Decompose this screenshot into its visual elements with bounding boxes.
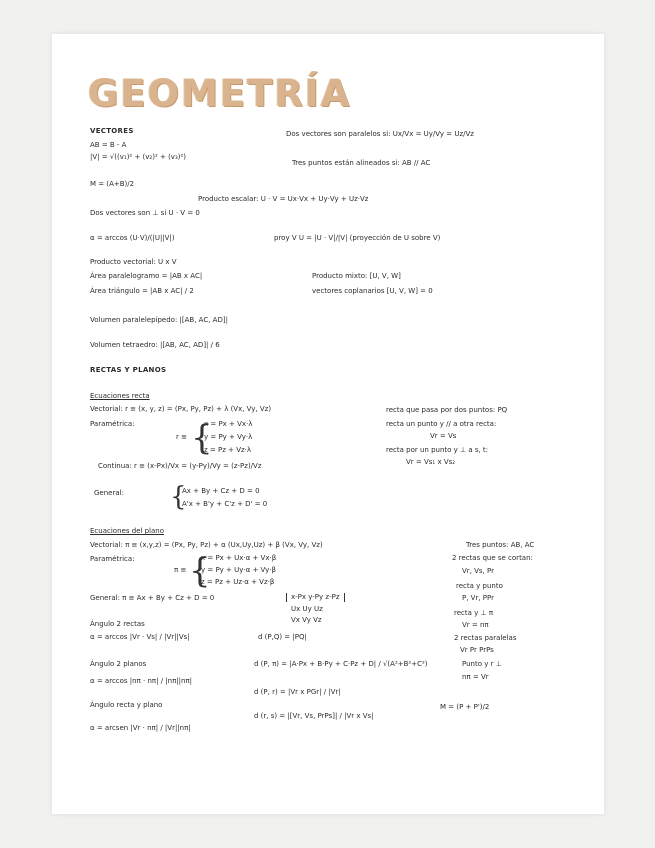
- distance-two-lines: d (r, s) = |[Vr, Vs, PrPs]| / |Vr x Vs|: [254, 712, 374, 720]
- vector-modulus: |V| = √((v₁)² + (v₂)² + (v₃)²): [90, 153, 187, 161]
- line-parametric-label: Paramétrica:: [90, 420, 135, 428]
- plane-det-row-2: Ux Uy Uz: [291, 605, 323, 613]
- angle-line-plane-heading: Ángulo recta y plano: [90, 701, 163, 709]
- angle-two-planes-formula: α = arccos |nπ · nπ| / |nπ||nπ|: [90, 677, 193, 685]
- three-points: Tres puntos: AB, AC: [466, 541, 535, 549]
- distance-two-points: d (P,Q) = |PQ|: [258, 633, 307, 641]
- vector-difference: AB = B - A: [90, 141, 127, 149]
- plane-side-5: recta y ⊥ π: [454, 609, 494, 617]
- plane-midpoint: M = (P + P')/2: [440, 703, 490, 711]
- angle-two-lines-heading: Ángulo 2 rectas: [90, 620, 145, 628]
- dot-product: Producto escalar: U · V = Ux·Vx + Uy·Vy + Uz·Vz: [198, 195, 369, 203]
- parallel-vectors: Dos vectores son paralelos si: Ux/Vx = Uy/Vy = Uz/Vz: [286, 130, 474, 138]
- plane-side-1: 2 rectas que se cortan:: [452, 554, 533, 562]
- cross-product: Producto vectorial: U x V: [90, 258, 177, 266]
- plane-param-z: z = Pz + Uz·α + Vz·β: [201, 578, 275, 586]
- parallelepiped-volume: Volumen paralelepípedo: |[AB, AC, AD]|: [90, 316, 228, 324]
- line-param-x: x = Px + Vx·λ: [204, 420, 253, 428]
- plane-pi-symbol: π ≡: [174, 566, 187, 574]
- plane-side-9: Punto y r ⊥: [462, 660, 502, 668]
- plane-param-x: x = Px + Ux·α + Vx·β: [201, 554, 277, 562]
- perpendicular-vectors: Dos vectores son ⊥ si U · V = 0: [90, 209, 200, 217]
- mixed-product: Producto mixto: [U, V, W]: [312, 272, 401, 280]
- line-side-2: recta un punto y // a otra recta:: [386, 420, 497, 428]
- brace-icon: {: [191, 418, 213, 458]
- line-side-4: recta por un punto y ⊥ a s, t:: [386, 446, 489, 454]
- line-param-z: z = Pz + Vz·λ: [204, 446, 252, 454]
- line-vector-equation: Vectorial: r ≡ (x, y, z) = (Px, Py, Pz) + λ (Vx, Vy, Vz): [90, 405, 272, 413]
- line-general-1: Ax + By + Cz + D = 0: [182, 487, 260, 495]
- angle-two-planes-heading: Ángulo 2 planos: [90, 660, 147, 668]
- plane-param-y: y = Py + Uy·α + Vy·β: [201, 566, 276, 574]
- tetrahedron-volume: Volumen tetraedro: |[AB, AC, AD]| / 6: [90, 341, 220, 349]
- brace-icon: {: [170, 482, 187, 512]
- aligned-points: Tres puntos están alineados si: AB // AC: [292, 159, 431, 167]
- line-general-label: General:: [94, 489, 124, 497]
- line-r-symbol: r ≡: [176, 433, 187, 441]
- plane-side-8: Vr Pr PrPs: [460, 646, 494, 654]
- angle-line-plane-formula: α = arcsen |Vr · nπ| / |Vr||nπ|: [90, 724, 191, 732]
- line-side-1: recta que pasa por dos puntos: PQ: [386, 406, 508, 414]
- line-side-5: Vr = Vs₁ x Vs₂: [406, 458, 456, 466]
- line-continuous: Continua: r ≡ (x-Px)/Vx = (y-Py)/Vy = (z-Pz)/Vz: [98, 462, 262, 470]
- plane-side-6: Vr = nπ: [462, 621, 489, 629]
- brace-icon: {: [189, 551, 211, 591]
- plane-side-7: 2 rectas paralelas: [454, 634, 517, 642]
- plane-parametric-label: Paramétrica:: [90, 555, 135, 563]
- parallelogram-area: Área paralelogramo = |AB x AC|: [90, 272, 203, 280]
- projection-formula: proy V U = |U · V|/|V| (proyección de U sobre V): [274, 234, 441, 242]
- midpoint: M = (A+B)/2: [90, 180, 135, 188]
- plane-general: General: π ≡ Ax + By + Cz + D = 0: [90, 594, 215, 602]
- plane-side-4: P, Vr, PPr: [462, 594, 494, 602]
- angle-two-lines-formula: α = arccos |Vr · Vs| / |Vr||Vs|: [90, 633, 190, 641]
- line-side-3: Vr = Vs: [430, 432, 457, 440]
- plane-det-row-1: x-Px y-Py z-Pz: [286, 593, 345, 602]
- plane-side-3: recta y punto: [456, 582, 503, 590]
- rectas-heading: RECTAS Y PLANOS: [90, 366, 167, 374]
- vectores-heading: VECTORES: [90, 127, 134, 135]
- angle-formula: α = arccos (U·V)/(|U||V|): [90, 234, 175, 242]
- line-param-y: y = Py + Vy·λ: [204, 433, 253, 441]
- line-equations-heading: Ecuaciones recta: [90, 392, 150, 400]
- notes-sheet: [52, 34, 604, 814]
- line-general-2: A'x + B'y + C'z + D' = 0: [182, 500, 268, 508]
- plane-side-10: nπ = Vr: [462, 673, 489, 681]
- plane-vector-equation: Vectorial: π ≡ (x,y,z) = (Px, Py, Pz) + α (Ux,Uy,Uz) + β (Vx, Vy, Vz): [90, 541, 323, 549]
- plane-det-row-3: Vx Vy Vz: [291, 616, 322, 624]
- plane-side-2: Vr, Vs, Pr: [462, 567, 494, 575]
- coplanar-vectors: vectores coplanarios [U, V, W] = 0: [312, 287, 433, 295]
- distance-point-line: d (P, r) = |Vr x PGr| / |Vr|: [254, 688, 341, 696]
- triangle-area: Área triángulo = |AB x AC| / 2: [90, 287, 194, 295]
- plane-equations-heading: Ecuaciones del plano: [90, 527, 165, 535]
- page-title: GEOMETRÍA: [88, 72, 352, 115]
- distance-point-plane: d (P, π) = |A·Px + B·Py + C·Pz + D| / √(A²+B²+C²): [254, 660, 428, 668]
